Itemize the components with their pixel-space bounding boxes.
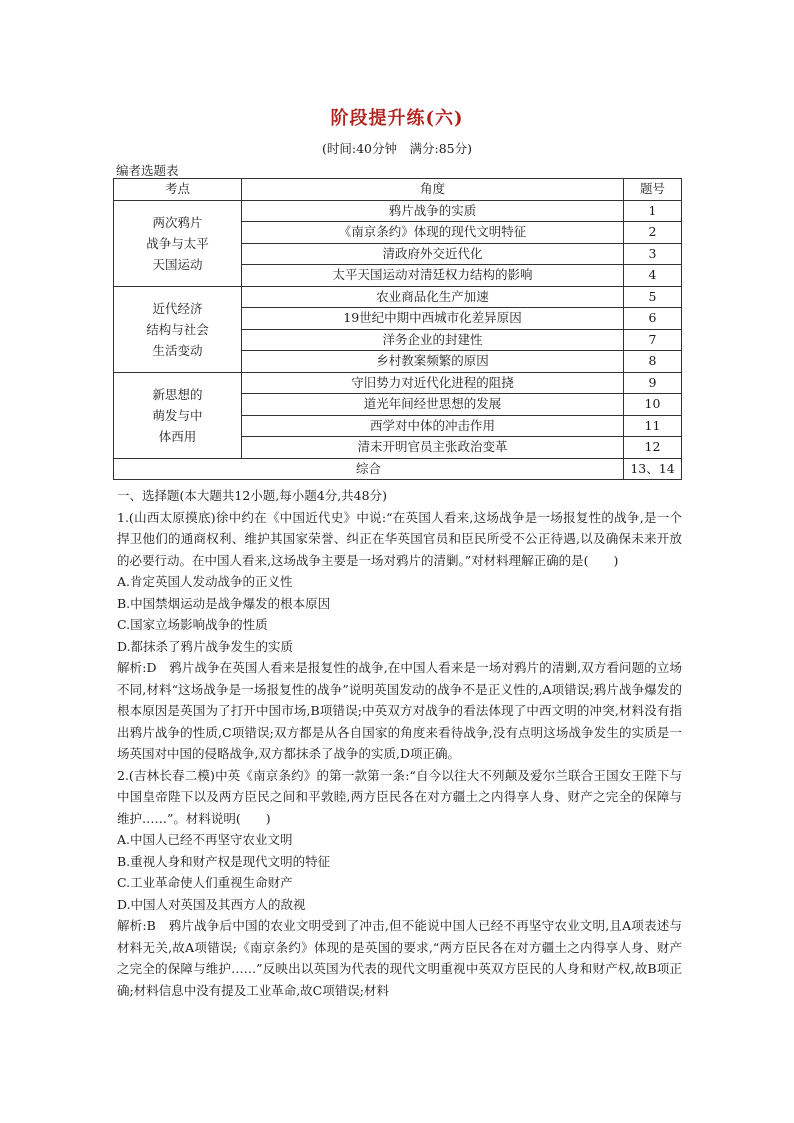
page-title: 阶段提升练(六) xyxy=(330,108,464,129)
summary-row xyxy=(114,458,682,480)
topic-line: 新思想的 xyxy=(152,386,203,402)
header-angle: 角度 xyxy=(242,179,624,201)
angle-cell: 《南京条约》体现的现代文明特征 xyxy=(242,222,624,244)
angle-cell: 19世纪中期中西城市化差异原因 xyxy=(242,308,624,330)
angle-cell: 洋务企业的封建性 xyxy=(242,329,624,351)
q1-option-a: A.肯定英国人发动战争的正义性 xyxy=(117,574,293,589)
exam-info: (时间:40分钟 满分:85分) xyxy=(322,141,472,156)
topic-line: 体西用 xyxy=(158,428,197,444)
angle-cell: 道光年间经世思想的发展 xyxy=(242,394,624,416)
header-number: 题号 xyxy=(624,179,682,201)
table-row xyxy=(114,200,682,222)
angle-cell: 乡村教案频繁的原因 xyxy=(242,351,624,373)
number-cell: 11 xyxy=(624,415,682,437)
angle-cell: 守旧势力对近代化进程的阻挠 xyxy=(242,372,624,394)
number-cell: 6 xyxy=(624,308,682,330)
topic-cell-3 xyxy=(114,372,242,458)
topic-line: 天国运动 xyxy=(152,256,203,272)
topic-line: 萌发与中 xyxy=(152,407,203,423)
angle-cell: 太平天国运动对清廷权力结构的影响 xyxy=(242,265,624,287)
topic-line: 结构与社会 xyxy=(146,321,209,337)
number-cell: 4 xyxy=(624,265,682,287)
q1-option-c: C.国家立场影响战争的性质 xyxy=(117,617,268,632)
header-topic: 考点 xyxy=(114,179,242,201)
table-row xyxy=(114,286,682,308)
topic-cell-1 xyxy=(114,200,242,286)
table-row xyxy=(114,372,682,394)
selection-table xyxy=(113,178,682,480)
topic-line: 生活变动 xyxy=(152,342,203,358)
question-content xyxy=(117,485,682,1001)
angle-cell: 清政府外交近代化 xyxy=(242,243,624,265)
q1-option-d: D.都抹杀了鸦片战争发生的实质 xyxy=(117,638,294,654)
q1-stem: 1.(山西太原摸底)徐中约在《中国近代史》中说:“在英国人看来,这场战争是一场报复性的战争,是一个捍卫他们的通商权利、维护其国家荣誉、纠正在华英国官员和臣民所受不公正待遇,以及确保未来开放的必要行动。在中国人看来,这场战争主要是一场对鸦片的清剿。”对材料理解正确的是( ) xyxy=(117,509,682,568)
q2-analysis: 解析:B 鸦片战争后中国的农业文明受到了冲击,但不能说中国人已经不再坚守农业文明,且A项表述与材料无关,故A项错误;《南京条约》体现的是英国的要求,“两方臣民各在对方疆土之内得享人身、财产之完全的保障与维护……”反映出以英国为代表的现代文明重视中英双方臣民的人身和财产权,故B项正确;材料信息中没有提及工业革命,故C项错误;材料 xyxy=(117,918,682,998)
number-cell: 7 xyxy=(624,329,682,351)
q2-option-c: C.工业革命使人们重视生命财产 xyxy=(117,875,293,890)
topic-line: 战争与太平 xyxy=(146,235,209,251)
number-cell: 5 xyxy=(624,286,682,308)
angle-cell: 农业商品化生产加速 xyxy=(242,286,624,308)
q2-option-b: B.重视人身和财产权是现代文明的特征 xyxy=(117,853,331,869)
angle-cell: 西学对中体的冲击作用 xyxy=(242,415,624,437)
number-cell: 12 xyxy=(624,437,682,459)
number-cell: 1 xyxy=(624,200,682,222)
topic-cell-2 xyxy=(114,286,242,372)
number-cell: 8 xyxy=(624,351,682,373)
table-caption: 编者选题表 xyxy=(116,163,179,178)
q2-stem: 2.(吉林长春二模)中英《南京条约》的第一款第一条:“自今以往大不列颠及爱尔兰联合王国女王陛下与中国皇帝陛下以及两方臣民之间和平敦睦,两方臣民各在对方疆土之内得享人身、财产之完全的保障与维护……”。材料说明( ) xyxy=(117,767,682,826)
number-cell: 10 xyxy=(624,394,682,416)
table-header-row xyxy=(114,179,682,201)
number-cell: 2 xyxy=(624,222,682,244)
summary-number: 13、14 xyxy=(624,458,682,480)
q1-analysis: 解析:D 鸦片战争在英国人看来是报复性的战争,在中国人看来是一场对鸦片的清剿,双方看问题的立场不同,材料“这场战争是一场报复性的战争”说明英国发动的战争不是正义性的,A项错误;鸦片战争爆发的根本原因是英国为了打开中国市场,B项错误;中英双方对战争的看法体现了中西文明的冲突,材料没有指出鸦片战争的性质,C项错误;双方都是从各自国家的角度来看待战争,没有点明这场战争发生的实质是一场英国对中国的侵略战争,双方都抹杀了战争的实质,D项正确。 xyxy=(117,660,682,761)
summary-label: 综合 xyxy=(114,458,624,480)
q2-option-d: D.中国人对英国及其西方人的敌视 xyxy=(117,896,306,912)
number-cell: 9 xyxy=(624,372,682,394)
topic-line: 两次鸦片 xyxy=(152,214,203,230)
q1-option-b: B.中国禁烟运动是战争爆发的根本原因 xyxy=(117,595,331,611)
section-heading: 一、选择题(本大题共12小题,每小题4分,共48分) xyxy=(117,488,387,503)
q2-option-a: A.中国人已经不再坚守农业文明 xyxy=(117,832,293,847)
angle-cell: 鸦片战争的实质 xyxy=(242,200,624,222)
angle-cell: 清末开明官员主张政治变革 xyxy=(242,437,624,459)
number-cell: 3 xyxy=(624,243,682,265)
topic-line: 近代经济 xyxy=(152,300,203,316)
